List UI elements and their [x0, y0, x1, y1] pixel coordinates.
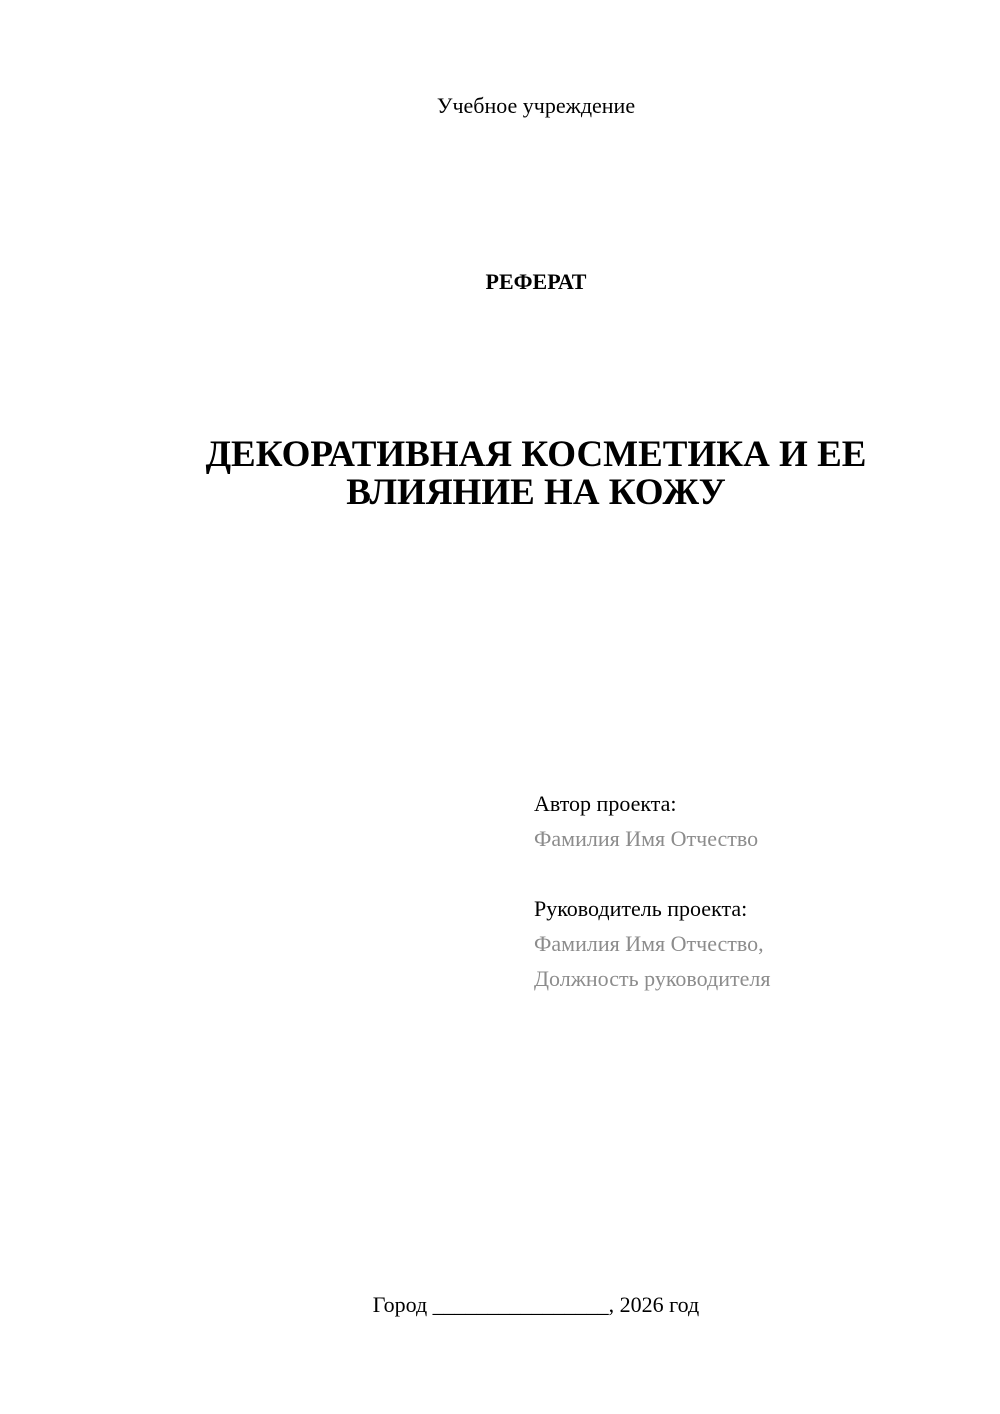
title-line-2: ВЛИЯНИЕ НА КОЖУ [346, 472, 726, 513]
city-year-line: Город ________________, 2026 год [372, 1292, 700, 1317]
title-line-1: ДЕКОРАТИВНАЯ КОСМЕТИКА И ЕЕ [205, 434, 867, 475]
document-title [100, 436, 972, 512]
document-type: РЕФЕРАТ [485, 269, 587, 294]
credits-block [534, 786, 974, 996]
supervisor-position: Должность руководителя [534, 966, 771, 991]
supervisor-label: Руководитель проекта: [534, 896, 748, 921]
supervisor-name: Фамилия Имя Отчество, [534, 931, 764, 956]
author-label: Автор проекта: [534, 791, 677, 816]
credits-spacer [534, 856, 974, 891]
institution-name: Учебное учреждение [436, 93, 636, 118]
author-name: Фамилия Имя Отчество [534, 826, 759, 851]
